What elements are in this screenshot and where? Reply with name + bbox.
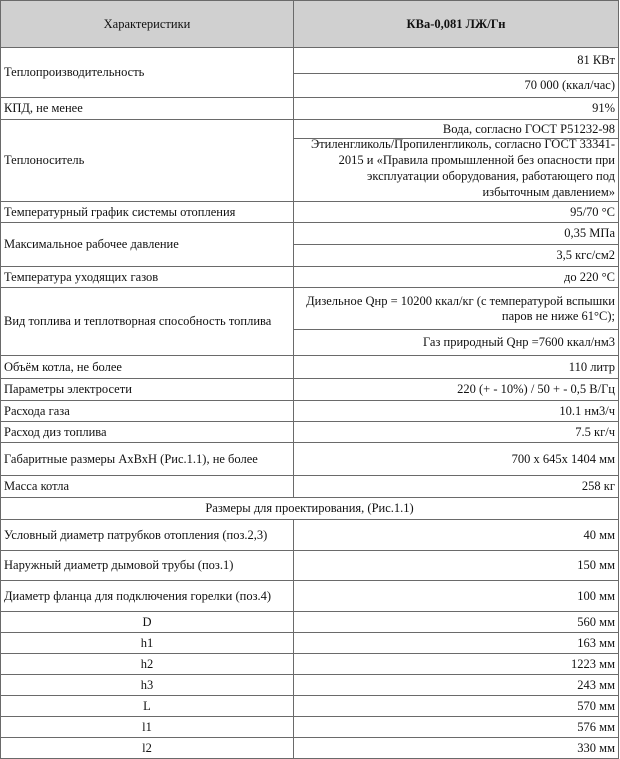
max-pressure-label: Максимальное рабочее давление [1, 223, 294, 267]
max-pressure-mpa: 0,35 МПа [294, 223, 619, 245]
diesel-consumption-label: Расход диз топлива [1, 422, 294, 443]
header-row [1, 1, 619, 48]
power-value: 220 (+ - 10%) / 50 + - 0,5 В/Гц [294, 379, 619, 401]
dim-label-d: D [1, 612, 294, 633]
header-model: КВа-0,081 ЛЖ/Гн [294, 1, 619, 48]
chimney-label: Наружный диаметр дымовой трубы (поз.1) [1, 551, 294, 581]
table-row [1, 267, 619, 288]
table-row [1, 696, 619, 717]
dim-value-l2: 330 мм [294, 738, 619, 759]
table-row [1, 476, 619, 498]
dim-label-h2: h2 [1, 654, 294, 675]
heat-output-label: Теплопроизводительность [1, 48, 294, 98]
table-row [1, 223, 619, 245]
efficiency-label: КПД, не менее [1, 98, 294, 120]
temp-schedule-label: Температурный график системы отопления [1, 202, 294, 223]
flue-temp-value: до 220 °С [294, 267, 619, 288]
table-row [1, 520, 619, 551]
table-row [1, 48, 619, 74]
coolant-glycol-cell [294, 139, 619, 202]
table-row [1, 443, 619, 476]
fuel-diesel: Дизельное Qнр = 10200 ккал/кг (с температурой вспышки паров не ниже 61°С); [294, 288, 619, 330]
max-pressure-kgf: 3,5 кгс/см2 [294, 245, 619, 267]
header-characteristics: Характеристики [1, 1, 294, 48]
coolant-glycol: Этиленгликоль/Пропиленгликоль, согласно ГОСТ 33341-2015 и «Правила промышленной без опасности при эксплуатации оборудования, работающего под избыточным давлением» [310, 139, 615, 199]
dimensions-value: 700 х 645х 1404 мм [294, 443, 619, 476]
dim-value-l: 570 мм [294, 696, 619, 717]
fuel-gas: Газ природный Qнр =7600 ккал/нм3 [294, 330, 619, 356]
heating-pipe-label: Условный диаметр патрубков отопления (поз.2,3) [1, 520, 294, 551]
volume-value: 110 литр [294, 356, 619, 379]
dim-value-h2: 1223 мм [294, 654, 619, 675]
dim-label-l2: l2 [1, 738, 294, 759]
burner-flange-value: 100 мм [294, 581, 619, 612]
table-row [1, 288, 619, 330]
diesel-consumption-value: 7.5 кг/ч [294, 422, 619, 443]
table-row [1, 717, 619, 738]
power-label: Параметры электросети [1, 379, 294, 401]
table-row [1, 675, 619, 696]
gas-consumption-label: Расхода газа [1, 401, 294, 422]
table-row [1, 401, 619, 422]
heat-output-kw: 81 КВт [294, 48, 619, 74]
dim-label-h1: h1 [1, 633, 294, 654]
design-section-title: Размеры для проектирования, (Рис.1.1) [1, 498, 619, 520]
mass-value: 258 кг [294, 476, 619, 498]
fuel-label: Вид топлива и теплотворная способность топлива [1, 288, 294, 356]
dim-value-h1: 163 мм [294, 633, 619, 654]
table-row [1, 633, 619, 654]
table-row [1, 379, 619, 401]
mass-label: Масса котла [1, 476, 294, 498]
gas-consumption-value: 10.1 нм3/ч [294, 401, 619, 422]
section-row [1, 498, 619, 520]
dim-label-l1: l1 [1, 717, 294, 738]
dimensions-label: Габаритные размеры АхВхН (Рис.1.1), не более [1, 443, 294, 476]
table-row [1, 581, 619, 612]
table-row [1, 551, 619, 581]
table-row [1, 422, 619, 443]
table-row [1, 738, 619, 759]
heat-output-kcal: 70 000 (ккал/час) [294, 74, 619, 98]
burner-flange-label: Диаметр фланца для подключения горелки (поз.4) [1, 581, 294, 612]
table-row [1, 202, 619, 223]
table-row [1, 356, 619, 379]
table-row [1, 654, 619, 675]
dim-label-h3: h3 [1, 675, 294, 696]
table-row [1, 120, 619, 139]
coolant-water: Вода, согласно ГОСТ Р51232-98 [294, 120, 619, 139]
chimney-value: 150 мм [294, 551, 619, 581]
temp-schedule-value: 95/70 °С [294, 202, 619, 223]
table-row [1, 612, 619, 633]
flue-temp-label: Температура уходящих газов [1, 267, 294, 288]
dim-value-d: 560 мм [294, 612, 619, 633]
table-row [1, 98, 619, 120]
coolant-label: Теплоноситель [1, 120, 294, 202]
volume-label: Объём котла, не более [1, 356, 294, 379]
dim-value-h3: 243 мм [294, 675, 619, 696]
dim-value-l1: 576 мм [294, 717, 619, 738]
heating-pipe-value: 40 мм [294, 520, 619, 551]
dim-label-l: L [1, 696, 294, 717]
efficiency-value: 91% [294, 98, 619, 120]
